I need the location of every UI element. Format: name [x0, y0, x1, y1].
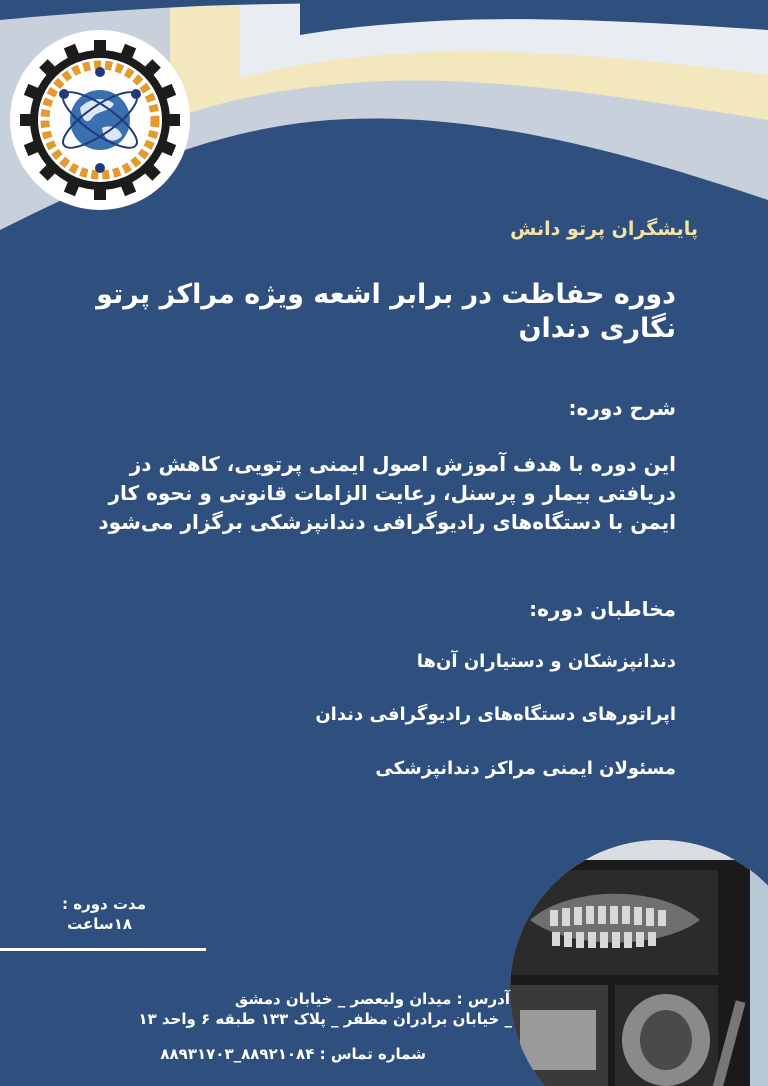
dental-xray-monitor-photo-icon — [480, 840, 768, 1086]
course-title: دوره حفاظت در برابر اشعه ویژه مراکز پرتو نگاری دندان — [96, 279, 676, 344]
audience-item: اپراتورهای دستگاه‌های رادیوگرافی دندان — [315, 704, 676, 725]
audience-item: مسئولان ایمنی مراکز دندانپزشکی — [375, 758, 676, 779]
brand-name: پایشگران پرتو دانش — [510, 218, 698, 240]
course-description: این دوره با هدف آموزش اصول ایمنی پرتویی، کاهش دز دریافتی بیمار و پرسنل، رعایت الزامات قانونی و نحوه کار ایمن با دستگاه‌های رادیوگرافی دندانپزشکی برگزار می‌شود — [98, 452, 676, 534]
gear-tooth — [166, 114, 180, 126]
duration-label: مدت دوره : — [62, 895, 146, 913]
audience-heading: مخاطبان دوره: — [529, 597, 676, 621]
address-line: _ خیابان برادران مظفر _ پلاک ۱۳۳ طبقه ۶ واحد ۱۳ — [138, 1010, 512, 1028]
gear-tooth — [94, 40, 106, 54]
gear-tooth — [20, 114, 34, 126]
gear-laurel-atom-globe-logo-icon — [18, 38, 182, 202]
duration-value: ۱۸ساعت — [67, 915, 132, 933]
address-line: آدرس : میدان ولیعصر _ خیابان دمشق — [234, 990, 510, 1008]
audience-item: دندانپزشکان و دستیاران آن‌ها — [416, 651, 676, 672]
description-heading: شرح دوره: — [568, 396, 676, 420]
phone-number: شماره تماس : ۸۸۹۲۱۰۸۴_۸۸۹۳۱۷۰۳ — [160, 1045, 426, 1063]
divider-line — [0, 948, 206, 951]
gear-tooth — [94, 186, 106, 200]
